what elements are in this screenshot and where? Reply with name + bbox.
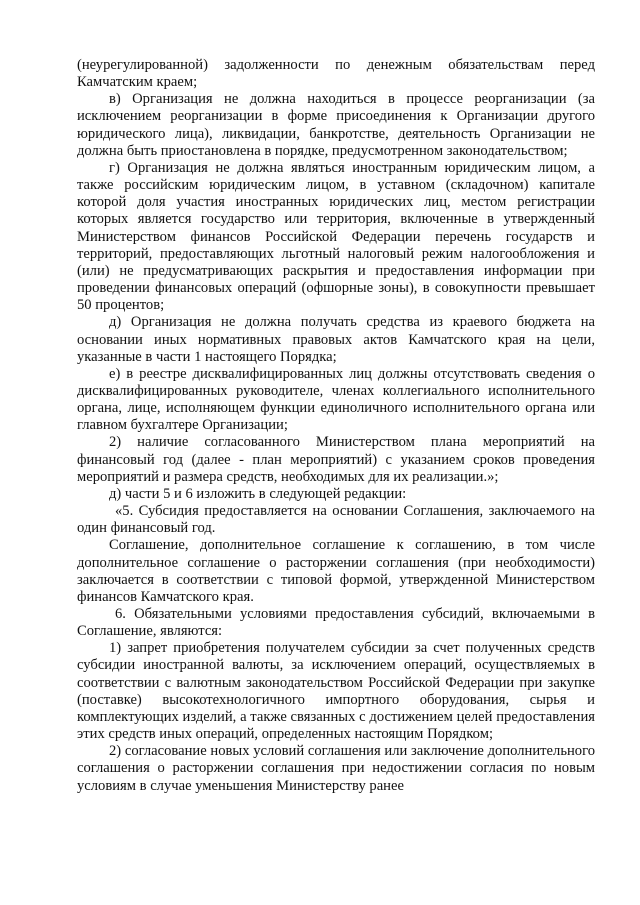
paragraph-item-e: е) в реестре дисквалифицированных лиц должны отсутствовать сведения о дисквалифицированных руководителе, членах коллегиального исполнительного органа, лице, исполняющем функции единоличного исполнительного органа или главном бухгалтере Организации; [77, 365, 595, 434]
paragraph-item-v: в) Организация не должна находиться в процессе реорганизации (за исключением реорганизации в форме присоединения к Организации другого юридического лица), ликвидации, банкротстве, деятельность Организации не должна быть приостановлена в порядке, предусмотренном законодательством; [77, 91, 595, 159]
paragraph-item-d: д) Организация не должна получать средства из краевого бюджета на основании иных нормативных правовых актов Камчатского края на цели, указанные в части 1 настоящего Порядка; [77, 314, 595, 365]
paragraph-agreement: Соглашение, дополнительное соглашение к соглашению, в том числе дополнительное соглашение о расторжении соглашения (при необходимости) заключается в соответствии с типовой формой, утвержденной Министерством финансов Камчатского края. [77, 537, 595, 605]
paragraph-debt-continuation: (неурегулированной) задолженности по денежным обязательствам перед Камчатским краем; [77, 57, 595, 91]
paragraph-amendment-d: д) части 5 и 6 изложить в следующей редакции: [109, 485, 407, 502]
paragraph-item-2-plan: 2) наличие согласованного Министерством плана мероприятий на финансовый год (далее - план мероприятий) с указанием сроков проведения мероприятий и размера средств, необходимых для их реализации.»; [77, 434, 595, 485]
paragraph-item-g: г) Организация не должна являться иностранным юридическим лицом, а также российским юридическим лицом, в уставном (складочном) капитале которой доля участия иностранных юридических лиц, местом регистрации которых является государство или территория, включенные в утвержденный Министерством финансов Российской Федерации перечень государств и территорий, предоставляющих льготный налоговый режим налогообложения и (или) не предусматривающих раскрытия и предоставления информации при проведении финансовых операций (офшорные зоны), в совокупности превышает 50 процентов; [77, 159, 595, 314]
paragraph-part-6: 6. Обязательными условиями предоставления субсидий, включаемыми в Соглашение, являются: [77, 606, 595, 640]
document-page [77, 57, 595, 795]
paragraph-part-5: «5. Субсидия предоставляется на основании Соглашения, заключаемого на один финансовый год. [77, 503, 595, 537]
paragraph-condition-2: 2) согласование новых условий соглашения или заключение дополнительного соглашения о расторжении соглашения при недостижении согласия по новым условиям в случае уменьшения Министерству ранее [77, 743, 595, 794]
paragraph-condition-1: 1) запрет приобретения получателем субсидии за счет полученных средств субсидии иностранной валюты, за исключением операций, осуществляемых в соответствии с валютным законодательством Российской Федерации при закупке (поставке) высокотехнологичного импортного оборудования, сырья и комплектующих изделий, а также связанных с достижением целей предоставления этих средств иных операций, определенных настоящим Порядком; [77, 640, 595, 743]
